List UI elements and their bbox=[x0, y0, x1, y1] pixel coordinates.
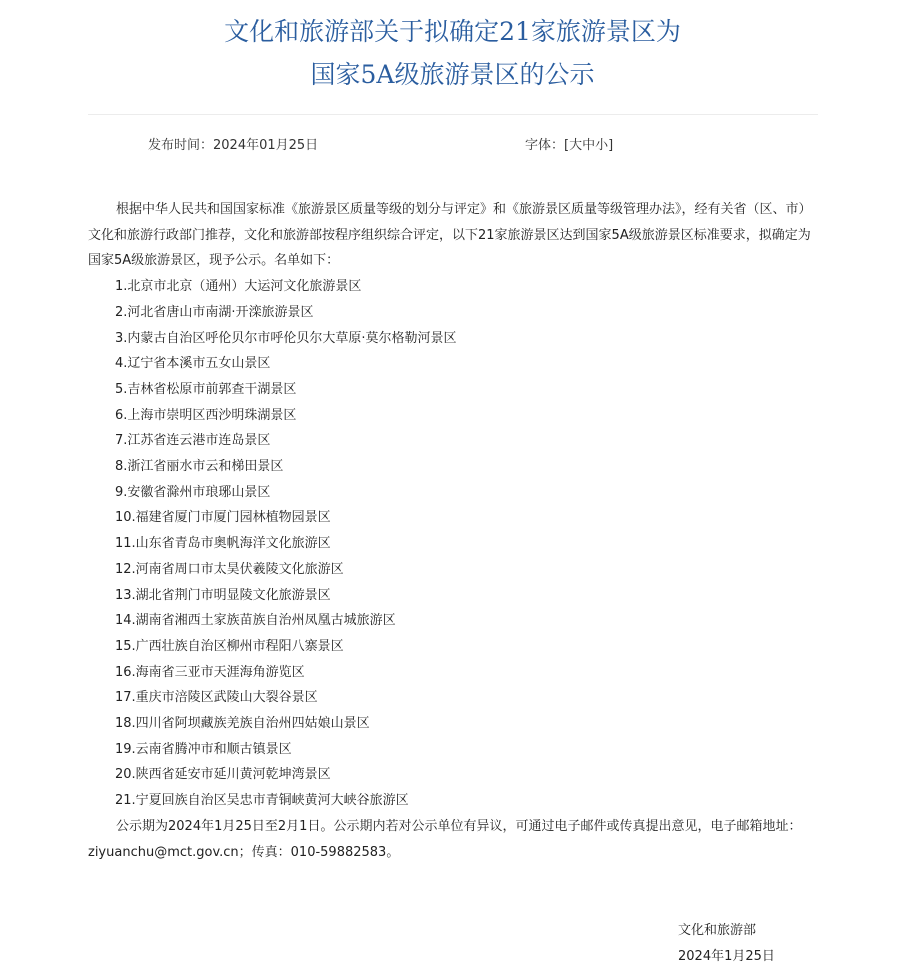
list-item: 14.湖南省湘西土家族苗族自治州凤凰古城旅游区 bbox=[115, 613, 396, 629]
closing-paragraph: 公示期为2024年1月25日至2月1日。公示期内若对公示单位有异议，可通过电子邮件或传真提出意见，电子邮箱地址：ziyuanchu@mct.gov.cn；传真：010-59882583。 bbox=[88, 818, 802, 860]
font-size-small-button[interactable]: 小 bbox=[595, 138, 609, 153]
font-size-medium-button[interactable]: 中 bbox=[582, 138, 596, 153]
list-item: 11.山东省青岛市奥帆海洋文化旅游区 bbox=[115, 536, 331, 552]
font-size-large-button[interactable]: 大 bbox=[569, 138, 583, 153]
list-item: 7.江苏省连云港市连岛景区 bbox=[115, 433, 271, 449]
list-item: 9.安徽省滁州市琅琊山景区 bbox=[115, 484, 271, 500]
list-item: 20.陕西省延安市延川黄河乾坤湾景区 bbox=[115, 767, 331, 783]
list-item: 5.吉林省松原市前郭查干湖景区 bbox=[115, 381, 297, 397]
list-item: 17.重庆市涪陵区武陵山大裂谷景区 bbox=[115, 690, 318, 706]
list-item: 15.广西壮族自治区柳州市程阳八寨景区 bbox=[115, 638, 344, 654]
intro-paragraph: 根据中华人民共和国国家标准《旅游景区质量等级的划分与评定》和《旅游景区质量等级管理办法》，经有关省（区、市）文化和旅游行政部门推荐，文化和旅游部按程序组织综合评定，以下21家旅游景区达到国家5A级旅游景区标准要求，拟确定为国家5A级旅游景区，现予公示。名单如下： bbox=[88, 202, 812, 269]
list-item: 21.宁夏回族自治区吴忠市青铜峡黄河大峡谷旅游区 bbox=[115, 793, 409, 809]
list-item: 10.福建省厦门市厦门园林植物园景区 bbox=[115, 510, 331, 526]
list-item: 13.湖北省荆门市明显陵文化旅游景区 bbox=[115, 587, 331, 603]
list-item: 19.云南省腾冲市和顺古镇景区 bbox=[115, 741, 292, 757]
list-item: 12.河南省周口市太昊伏羲陵文化旅游区 bbox=[115, 561, 344, 577]
list-item: 1.北京市北京（通州）大运河文化旅游景区 bbox=[115, 279, 362, 295]
page-title-line-1: 文化和旅游部关于拟确定21家旅游景区为 bbox=[224, 17, 681, 46]
list-item: 8.浙江省丽水市云和梯田景区 bbox=[115, 459, 284, 475]
publish-date: 发布时间：2024年01月25日 bbox=[148, 138, 319, 153]
list-item: 18.四川省阿坝藏族羌族自治州四姑娘山景区 bbox=[115, 716, 370, 732]
font-size-switcher bbox=[525, 137, 613, 155]
list-item: 3.内蒙古自治区呼伦贝尔市呼伦贝尔大草原·莫尔格勒河景区 bbox=[115, 330, 457, 346]
title-divider bbox=[88, 114, 818, 115]
list-item: 4.辽宁省本溪市五女山景区 bbox=[115, 356, 271, 372]
issue-date: 2024年1月25日 bbox=[678, 949, 775, 964]
article-body bbox=[88, 197, 818, 865]
font-size-bracket-open: [ bbox=[564, 138, 570, 153]
list-item: 16.海南省三亚市天涯海角游览区 bbox=[115, 664, 305, 680]
font-size-bracket-close: ] bbox=[608, 138, 614, 153]
issuer-name: 文化和旅游部 bbox=[678, 923, 757, 938]
font-size-label: 字体： bbox=[525, 138, 565, 153]
list-item: 2.河北省唐山市南湖·开滦旅游景区 bbox=[115, 304, 314, 320]
list-item: 6.上海市崇明区西沙明珠湖景区 bbox=[115, 407, 297, 423]
page-title-line-2: 国家5A级旅游景区的公示 bbox=[310, 60, 595, 89]
